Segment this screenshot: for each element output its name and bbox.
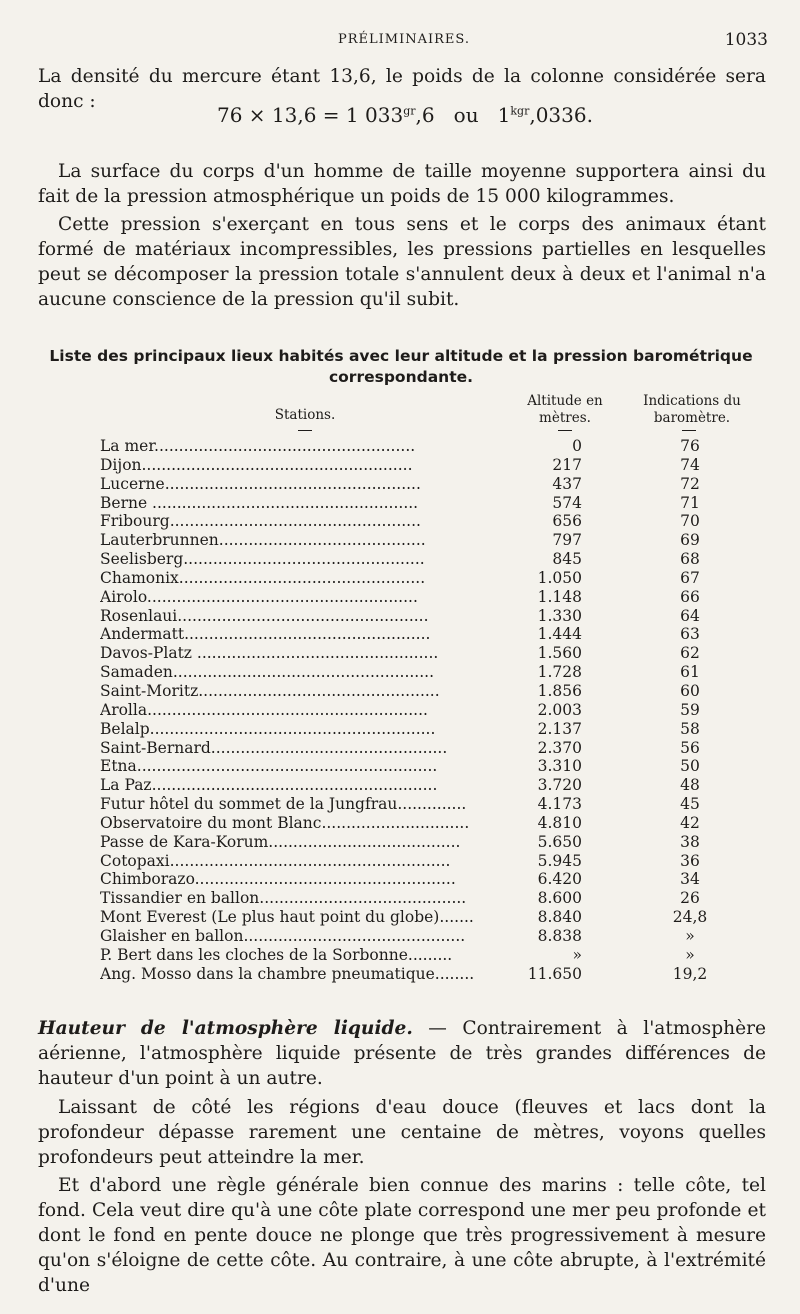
column-header-barometre: Indications du baromètre. — [643, 393, 741, 426]
station-barometre: 60 — [680, 681, 700, 700]
table-row — [100, 475, 760, 494]
station-name: Etna............................................................. — [100, 757, 438, 776]
station-altitude: 6.420 — [537, 870, 582, 889]
station-altitude: 797 — [552, 531, 582, 550]
station-name: Lauterbrunnen.......................................... — [100, 531, 426, 550]
station-altitude: 0 — [572, 437, 582, 455]
station-barometre: 48 — [680, 776, 700, 795]
formula-mid: ,6 ou 1 — [415, 103, 511, 127]
station-barometre: 36 — [680, 851, 700, 870]
station-altitude: 8.600 — [537, 889, 582, 908]
station-barometre: 68 — [680, 550, 700, 569]
station-barometre: 58 — [680, 719, 700, 738]
table-row — [100, 607, 760, 626]
table-row — [100, 946, 760, 965]
column-header-stations: Stations. — [274, 407, 336, 423]
table-row — [100, 625, 760, 644]
station-name: Arolla......................................................... — [100, 700, 428, 719]
station-barometre: 45 — [680, 795, 700, 814]
column-header-altitude: Altitude en mètres. — [527, 393, 603, 426]
table-row — [100, 965, 760, 984]
station-barometre: 72 — [680, 474, 700, 493]
formula-unit-kgr: kgr — [510, 104, 530, 118]
station-barometre: 74 — [680, 455, 700, 474]
station-barometre: 19,2 — [672, 964, 708, 983]
station-barometre: 62 — [680, 644, 700, 663]
table-row — [100, 456, 760, 475]
table-row — [100, 833, 760, 852]
station-barometre: 67 — [680, 568, 700, 587]
station-barometre: 64 — [680, 606, 700, 625]
station-altitude: 1.444 — [537, 625, 582, 644]
station-altitude: 5.945 — [537, 851, 582, 870]
header-rule-barometre — [682, 430, 696, 431]
paragraph-pression: Cette pression s'exerçant en tous sens et le corps des animaux étant formé de matériaux incompressibles, les pressions partielles en lesquelles peut se décomposer la pression totale s'annulent deux à deux et l'animal n'a aucune conscience de la pression qu'il subit. — [38, 214, 766, 310]
station-name: Belalp.......................................................... — [100, 719, 436, 738]
section-paragraph — [38, 1016, 766, 1091]
table-row — [100, 437, 760, 456]
station-altitude: 3.720 — [537, 776, 582, 795]
header-rule-altitude — [558, 430, 572, 431]
station-name: Passe de Kara-Korum....................................... — [100, 832, 461, 851]
table-row — [100, 494, 760, 513]
station-name: Chamonix.................................................. — [100, 568, 426, 587]
station-name: Saint-Bernard................................................ — [100, 738, 448, 757]
station-altitude: 574 — [552, 493, 582, 512]
station-name: Fribourg................................................... — [100, 512, 421, 531]
table-row — [100, 720, 760, 739]
paragraph-surface: La surface du corps d'un homme de taille moyenne supportera ainsi du fait de la pression atmosphérique un poids de 15 000 kilogrammes. — [38, 161, 766, 207]
station-altitude: 2.003 — [537, 700, 582, 719]
station-name: La mer..................................................... — [100, 437, 416, 455]
station-barometre: 24,8 — [672, 908, 708, 927]
station-barometre: 71 — [680, 493, 700, 512]
station-altitude: 5.650 — [537, 832, 582, 851]
paragraph-eau-douce: Laissant de côté les régions d'eau douce (fleuves et lacs dont la profondeur dépasse rarement une centaine de mètres, voyons quelles profondeurs peut atteindre la mer. — [38, 1097, 766, 1168]
table-row — [100, 550, 760, 569]
station-name: Andermatt.................................................. — [100, 625, 431, 644]
table-row — [100, 795, 760, 814]
station-barometre: 76 — [680, 437, 700, 455]
station-name: Cotopaxi......................................................... — [100, 851, 451, 870]
station-altitude: » — [572, 945, 582, 964]
station-name: Tissandier en ballon.......................................... — [100, 889, 467, 908]
table-row — [100, 701, 760, 720]
station-altitude: 8.838 — [537, 926, 582, 945]
station-altitude: 1.330 — [537, 606, 582, 625]
running-head — [0, 30, 800, 54]
paragraph-regle: Et d'abord une règle générale bien connue des marins : telle côte, tel fond. Cela veut dire qu'à une côte plate correspond une mer peu profonde et dont le fond en pente douce ne plonge que très progressivement à mesure qu'on s'éloigne de cette côte. Au contraire, à une côte abrupte, à l'extrémité d'une — [38, 1175, 766, 1296]
station-name: Berne ...................................................... — [100, 493, 419, 512]
station-altitude: 3.310 — [537, 757, 582, 776]
station-name: Futur hôtel du sommet de la Jungfrau.............. — [100, 795, 467, 814]
table-row — [100, 663, 760, 682]
station-name: Dijon....................................................... — [100, 455, 413, 474]
altitude-table — [100, 437, 760, 983]
formula-left: 76 × 13,6 = 1 033 — [217, 103, 404, 127]
station-barometre: 50 — [680, 757, 700, 776]
table-row — [100, 908, 760, 927]
station-altitude: 1.148 — [537, 587, 582, 606]
table-row — [100, 757, 760, 776]
station-altitude: 437 — [552, 474, 582, 493]
station-name: Davos-Platz ................................................. — [100, 644, 439, 663]
station-name: Ang. Mosso dans la chambre pneumatique........ — [100, 964, 475, 983]
formula-right: ,0336. — [529, 103, 593, 127]
table-row — [100, 531, 760, 550]
station-barometre: 38 — [680, 832, 700, 851]
page-number: 1033 — [724, 30, 768, 50]
station-barometre: 59 — [680, 700, 700, 719]
station-name: Samaden..................................................... — [100, 663, 435, 682]
station-altitude: 8.840 — [537, 908, 582, 927]
intro-line: La densité du mercure étant 13,6, le poids de la colonne considérée sera donc : — [38, 66, 766, 112]
station-altitude: 1.728 — [537, 663, 582, 682]
station-name: La Paz.......................................................... — [100, 776, 438, 795]
station-name: P. Bert dans les cloches de la Sorbonne......... — [100, 945, 453, 964]
table-row — [100, 512, 760, 531]
station-name: Saint-Moritz................................................. — [100, 681, 440, 700]
station-altitude: 1.856 — [537, 681, 582, 700]
station-name: Chimborazo..................................................... — [100, 870, 456, 889]
formula — [217, 103, 593, 127]
formula-unit-gr: gr — [403, 104, 416, 118]
table-row — [100, 776, 760, 795]
station-barometre: 61 — [680, 663, 700, 682]
running-head-title: PRÉLIMINAIRES. — [338, 32, 470, 47]
station-barometre: » — [685, 926, 695, 945]
station-barometre: 69 — [680, 531, 700, 550]
station-altitude: 217 — [552, 455, 582, 474]
station-barometre: » — [685, 945, 695, 964]
station-altitude: 2.370 — [537, 738, 582, 757]
station-name: Glaisher en ballon............................................. — [100, 926, 466, 945]
table-row — [100, 739, 760, 758]
section-text: — Contrairement à l'atmosphère aérienne, l'atmosphère liquide présente de très grandes différences de hauteur d'un point à un autre. — [38, 1018, 767, 1089]
station-altitude: 4.810 — [537, 813, 582, 832]
station-barometre: 42 — [680, 813, 700, 832]
station-barometre: 26 — [680, 889, 700, 908]
table-row — [100, 927, 760, 946]
header-rule-stations — [298, 430, 312, 431]
station-barometre: 34 — [680, 870, 700, 889]
table-row — [100, 889, 760, 908]
station-altitude: 656 — [552, 512, 582, 531]
station-altitude: 2.137 — [537, 719, 582, 738]
section-heading: Hauteur de l'atmosphère liquide. — [38, 1018, 413, 1039]
station-name: Observatoire du mont Blanc.............................. — [100, 813, 470, 832]
table-row — [100, 814, 760, 833]
table-row — [100, 588, 760, 607]
table-title: Liste des principaux lieux habités avec leur altitude et la pression barométrique correspondante. — [49, 347, 753, 386]
station-altitude: 11.650 — [527, 964, 582, 983]
table-row — [100, 870, 760, 889]
station-barometre: 63 — [680, 625, 700, 644]
station-name: Mont Everest (Le plus haut point du globe)....... — [100, 908, 474, 927]
station-barometre: 56 — [680, 738, 700, 757]
table-row — [100, 569, 760, 588]
station-altitude: 4.173 — [537, 795, 582, 814]
station-altitude: 1.050 — [537, 568, 582, 587]
station-altitude: 1.560 — [537, 644, 582, 663]
table-row — [100, 852, 760, 871]
station-barometre: 66 — [680, 587, 700, 606]
station-name: Lucerne.................................................... — [100, 474, 421, 493]
station-altitude: 845 — [552, 550, 582, 569]
table-row — [100, 644, 760, 663]
station-barometre: 70 — [680, 512, 700, 531]
station-name: Airolo....................................................... — [100, 587, 418, 606]
table-row — [100, 682, 760, 701]
station-name: Rosenlaui................................................... — [100, 606, 429, 625]
station-name: Seelisberg................................................. — [100, 550, 425, 569]
